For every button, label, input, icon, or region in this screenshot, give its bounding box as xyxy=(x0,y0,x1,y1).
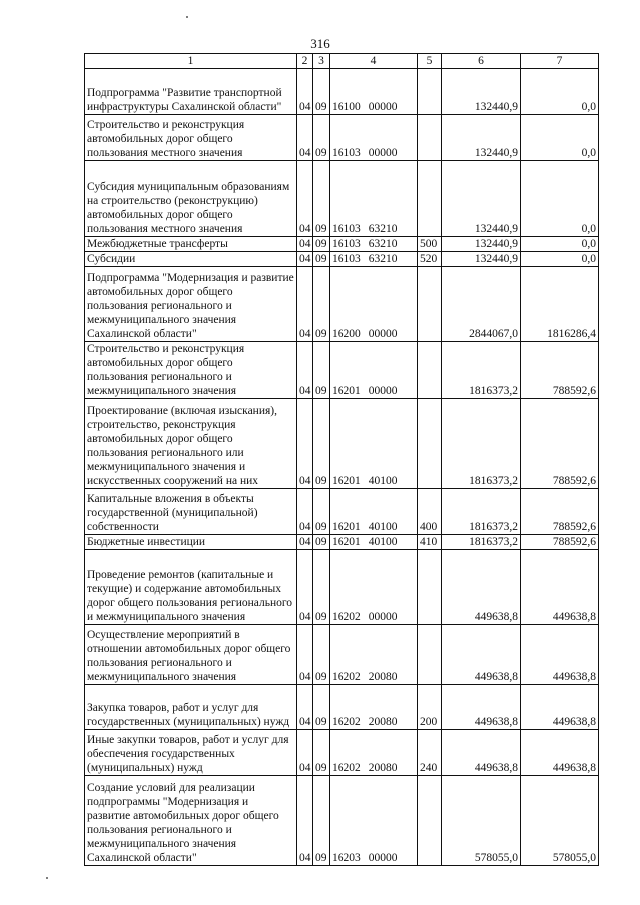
section-code-cell: 04 xyxy=(297,267,313,342)
section-code-cell: 04 xyxy=(297,685,313,730)
amount-col6-cell: 578055,0 xyxy=(442,776,521,866)
target-article-code: 16202 xyxy=(332,671,361,683)
expense-type-cell xyxy=(418,267,442,342)
section-code-cell: 04 xyxy=(297,776,313,866)
row-name-cell: Проектирование (включая изыскания), строительство, реконструкция автомобильных дорог общего пользования регионального или межмуниципального значения и искусственных сооружений на них xyxy=(85,399,297,489)
subsection-code-cell: 09 xyxy=(313,237,330,252)
amount-col7-cell: 788592,6 xyxy=(521,399,599,489)
subsection-code-cell: 09 xyxy=(313,252,330,267)
amount-col6-cell: 449638,8 xyxy=(442,685,521,730)
target-article-cell xyxy=(330,115,418,161)
expense-type-cell xyxy=(418,161,442,237)
target-article-subcode: 63210 xyxy=(368,253,398,265)
subsection-code-cell: 09 xyxy=(313,69,330,115)
target-article-subcode: 63210 xyxy=(368,223,398,235)
expense-type-cell xyxy=(418,776,442,866)
table-row xyxy=(85,625,599,685)
expense-type-cell: 500 xyxy=(418,237,442,252)
section-code-cell: 04 xyxy=(297,550,313,625)
expense-type-cell xyxy=(418,342,442,399)
amount-col6-cell: 132440,9 xyxy=(442,237,521,252)
target-article-code: 16200 xyxy=(332,328,361,340)
target-article-subcode: 40100 xyxy=(368,475,398,487)
section-code-cell: 04 xyxy=(297,625,313,685)
amount-col7-cell: 1816286,4 xyxy=(521,267,599,342)
amount-col7-cell: 449638,8 xyxy=(521,550,599,625)
column-header-1: 1 xyxy=(85,54,297,69)
target-article-subcode: 00000 xyxy=(368,611,398,623)
expense-type-cell xyxy=(418,115,442,161)
amount-col7-cell: 788592,6 xyxy=(521,535,599,550)
row-name-cell: Закупка товаров, работ и услуг для государственных (муниципальных) нужд xyxy=(85,685,297,730)
expense-type-cell: 410 xyxy=(418,535,442,550)
target-article-subcode: 00000 xyxy=(368,101,398,113)
expense-type-cell: 400 xyxy=(418,489,442,535)
subsection-code-cell: 09 xyxy=(313,115,330,161)
amount-col6-cell: 132440,9 xyxy=(442,69,521,115)
table-row xyxy=(85,161,599,237)
target-article-code: 16202 xyxy=(332,762,361,774)
budget-table xyxy=(84,53,599,866)
table-row xyxy=(85,252,599,267)
row-name-cell: Иные закупки товаров, работ и услуг для обеспечения государственных (муниципальных) нужд xyxy=(85,730,297,776)
subsection-code-cell: 09 xyxy=(313,776,330,866)
row-name-cell: Подпрограмма "Модернизация и развитие автомобильных дорог общего пользования регионального и межмуниципального значения Сахалинской области" xyxy=(85,267,297,342)
amount-col7-cell: 788592,6 xyxy=(521,342,599,399)
table-row xyxy=(85,730,599,776)
target-article-code: 16103 xyxy=(332,238,361,250)
subsection-code-cell: 09 xyxy=(313,550,330,625)
table-row xyxy=(85,399,599,489)
target-article-cell xyxy=(330,237,418,252)
subsection-code-cell: 09 xyxy=(313,342,330,399)
target-article-code: 16201 xyxy=(332,475,361,487)
amount-col6-cell: 132440,9 xyxy=(442,252,521,267)
expense-type-cell xyxy=(418,625,442,685)
scan-speck xyxy=(46,877,48,879)
amount-col6-cell: 449638,8 xyxy=(442,550,521,625)
table-row xyxy=(85,342,599,399)
target-article-subcode: 00000 xyxy=(368,852,398,864)
target-article-code: 16103 xyxy=(332,223,361,235)
table-body xyxy=(85,69,599,866)
subsection-code-cell: 09 xyxy=(313,267,330,342)
target-article-code: 16103 xyxy=(332,253,361,265)
amount-col7-cell: 0,0 xyxy=(521,161,599,237)
column-header-7: 7 xyxy=(521,54,599,69)
column-header-6: 6 xyxy=(442,54,521,69)
row-name-cell: Субсидия муниципальным образованиям на строительство (реконструкцию) автомобильных дорог общего пользования местного значения xyxy=(85,161,297,237)
table-row xyxy=(85,535,599,550)
table-row xyxy=(85,267,599,342)
target-article-subcode: 40100 xyxy=(368,521,398,533)
table-row xyxy=(85,685,599,730)
section-code-cell: 04 xyxy=(297,535,313,550)
target-article-subcode: 00000 xyxy=(368,147,398,159)
amount-col6-cell: 1816373,2 xyxy=(442,399,521,489)
section-code-cell: 04 xyxy=(297,252,313,267)
target-article-subcode: 20080 xyxy=(368,716,398,728)
amount-col7-cell: 788592,6 xyxy=(521,489,599,535)
amount-col6-cell: 1816373,2 xyxy=(442,535,521,550)
header-row xyxy=(85,54,599,69)
expense-type-cell: 520 xyxy=(418,252,442,267)
amount-col6-cell: 132440,9 xyxy=(442,115,521,161)
target-article-cell xyxy=(330,625,418,685)
section-code-cell: 04 xyxy=(297,69,313,115)
target-article-code: 16201 xyxy=(332,385,361,397)
amount-col7-cell: 578055,0 xyxy=(521,776,599,866)
target-article-cell xyxy=(330,489,418,535)
subsection-code-cell: 09 xyxy=(313,685,330,730)
table-row xyxy=(85,776,599,866)
amount-col6-cell: 1816373,2 xyxy=(442,342,521,399)
expense-type-cell xyxy=(418,550,442,625)
target-article-code: 16103 xyxy=(332,147,361,159)
target-article-code: 16202 xyxy=(332,716,361,728)
expense-type-cell: 240 xyxy=(418,730,442,776)
target-article-subcode: 00000 xyxy=(368,328,398,340)
target-article-cell xyxy=(330,252,418,267)
target-article-subcode: 00000 xyxy=(368,385,398,397)
target-article-cell xyxy=(330,535,418,550)
amount-col7-cell: 0,0 xyxy=(521,115,599,161)
amount-col6-cell: 132440,9 xyxy=(442,161,521,237)
column-header-5: 5 xyxy=(418,54,442,69)
target-article-subcode: 20080 xyxy=(368,762,398,774)
target-article-cell xyxy=(330,776,418,866)
table-row xyxy=(85,550,599,625)
amount-col7-cell: 449638,8 xyxy=(521,625,599,685)
target-article-cell xyxy=(330,69,418,115)
scan-speck xyxy=(186,16,188,18)
row-name-cell: Подпрограмма "Развитие транспортной инфраструктуры Сахалинской области" xyxy=(85,69,297,115)
section-code-cell: 04 xyxy=(297,730,313,776)
target-article-cell xyxy=(330,161,418,237)
target-article-cell xyxy=(330,730,418,776)
subsection-code-cell: 09 xyxy=(313,161,330,237)
row-name-cell: Строительство и реконструкция автомобильных дорог общего пользования местного значения xyxy=(85,115,297,161)
subsection-code-cell: 09 xyxy=(313,399,330,489)
subsection-code-cell: 09 xyxy=(313,730,330,776)
amount-col7-cell: 0,0 xyxy=(521,252,599,267)
target-article-code: 16201 xyxy=(332,536,361,548)
amount-col6-cell: 449638,8 xyxy=(442,730,521,776)
table-row xyxy=(85,115,599,161)
column-header-2: 2 xyxy=(297,54,313,69)
page-number: 316 xyxy=(310,36,330,51)
target-article-cell xyxy=(330,267,418,342)
subsection-code-cell: 09 xyxy=(313,625,330,685)
row-name-cell: Капитальные вложения в объекты государственной (муниципальной) собственности xyxy=(85,489,297,535)
amount-col6-cell: 449638,8 xyxy=(442,625,521,685)
row-name-cell: Осуществление мероприятий в отношении автомобильных дорог общего пользования регионального и межмуниципального значения xyxy=(85,625,297,685)
target-article-code: 16202 xyxy=(332,611,361,623)
row-name-cell: Бюджетные инвестиции xyxy=(85,535,297,550)
expense-type-cell xyxy=(418,69,442,115)
row-name-cell: Создание условий для реализации подпрограммы "Модернизация и развитие автомобильных дорог общего пользования регионального и межмуниципального значения Сахалинской области" xyxy=(85,776,297,866)
column-header-4: 4 xyxy=(330,54,418,69)
section-code-cell: 04 xyxy=(297,399,313,489)
target-article-subcode: 20080 xyxy=(368,671,398,683)
target-article-cell xyxy=(330,342,418,399)
amount-col6-cell: 1816373,2 xyxy=(442,489,521,535)
target-article-code: 16201 xyxy=(332,521,361,533)
amount-col6-cell: 2844067,0 xyxy=(442,267,521,342)
table-row xyxy=(85,489,599,535)
target-article-cell xyxy=(330,550,418,625)
section-code-cell: 04 xyxy=(297,342,313,399)
table-row xyxy=(85,237,599,252)
row-name-cell: Субсидии xyxy=(85,252,297,267)
table-row xyxy=(85,69,599,115)
target-article-subcode: 63210 xyxy=(368,238,398,250)
expense-type-cell xyxy=(418,399,442,489)
amount-col7-cell: 0,0 xyxy=(521,69,599,115)
row-name-cell: Строительство и реконструкция автомобильных дорог общего пользования регионального и межмуниципального значения xyxy=(85,342,297,399)
expense-type-cell: 200 xyxy=(418,685,442,730)
amount-col7-cell: 0,0 xyxy=(521,237,599,252)
target-article-cell xyxy=(330,685,418,730)
row-name-cell: Проведение ремонтов (капитальные и текущие) и содержание автомобильных дорог общего пользования регионального и межмуниципального значения xyxy=(85,550,297,625)
section-code-cell: 04 xyxy=(297,489,313,535)
subsection-code-cell: 09 xyxy=(313,535,330,550)
target-article-code: 16203 xyxy=(332,852,361,864)
target-article-code: 16100 xyxy=(332,101,361,113)
row-name-cell: Межбюджетные трансферты xyxy=(85,237,297,252)
target-article-cell xyxy=(330,399,418,489)
amount-col7-cell: 449638,8 xyxy=(521,730,599,776)
target-article-subcode: 40100 xyxy=(368,536,398,548)
subsection-code-cell: 09 xyxy=(313,489,330,535)
section-code-cell: 04 xyxy=(297,115,313,161)
amount-col7-cell: 449638,8 xyxy=(521,685,599,730)
section-code-cell: 04 xyxy=(297,161,313,237)
section-code-cell: 04 xyxy=(297,237,313,252)
column-header-3: 3 xyxy=(313,54,330,69)
